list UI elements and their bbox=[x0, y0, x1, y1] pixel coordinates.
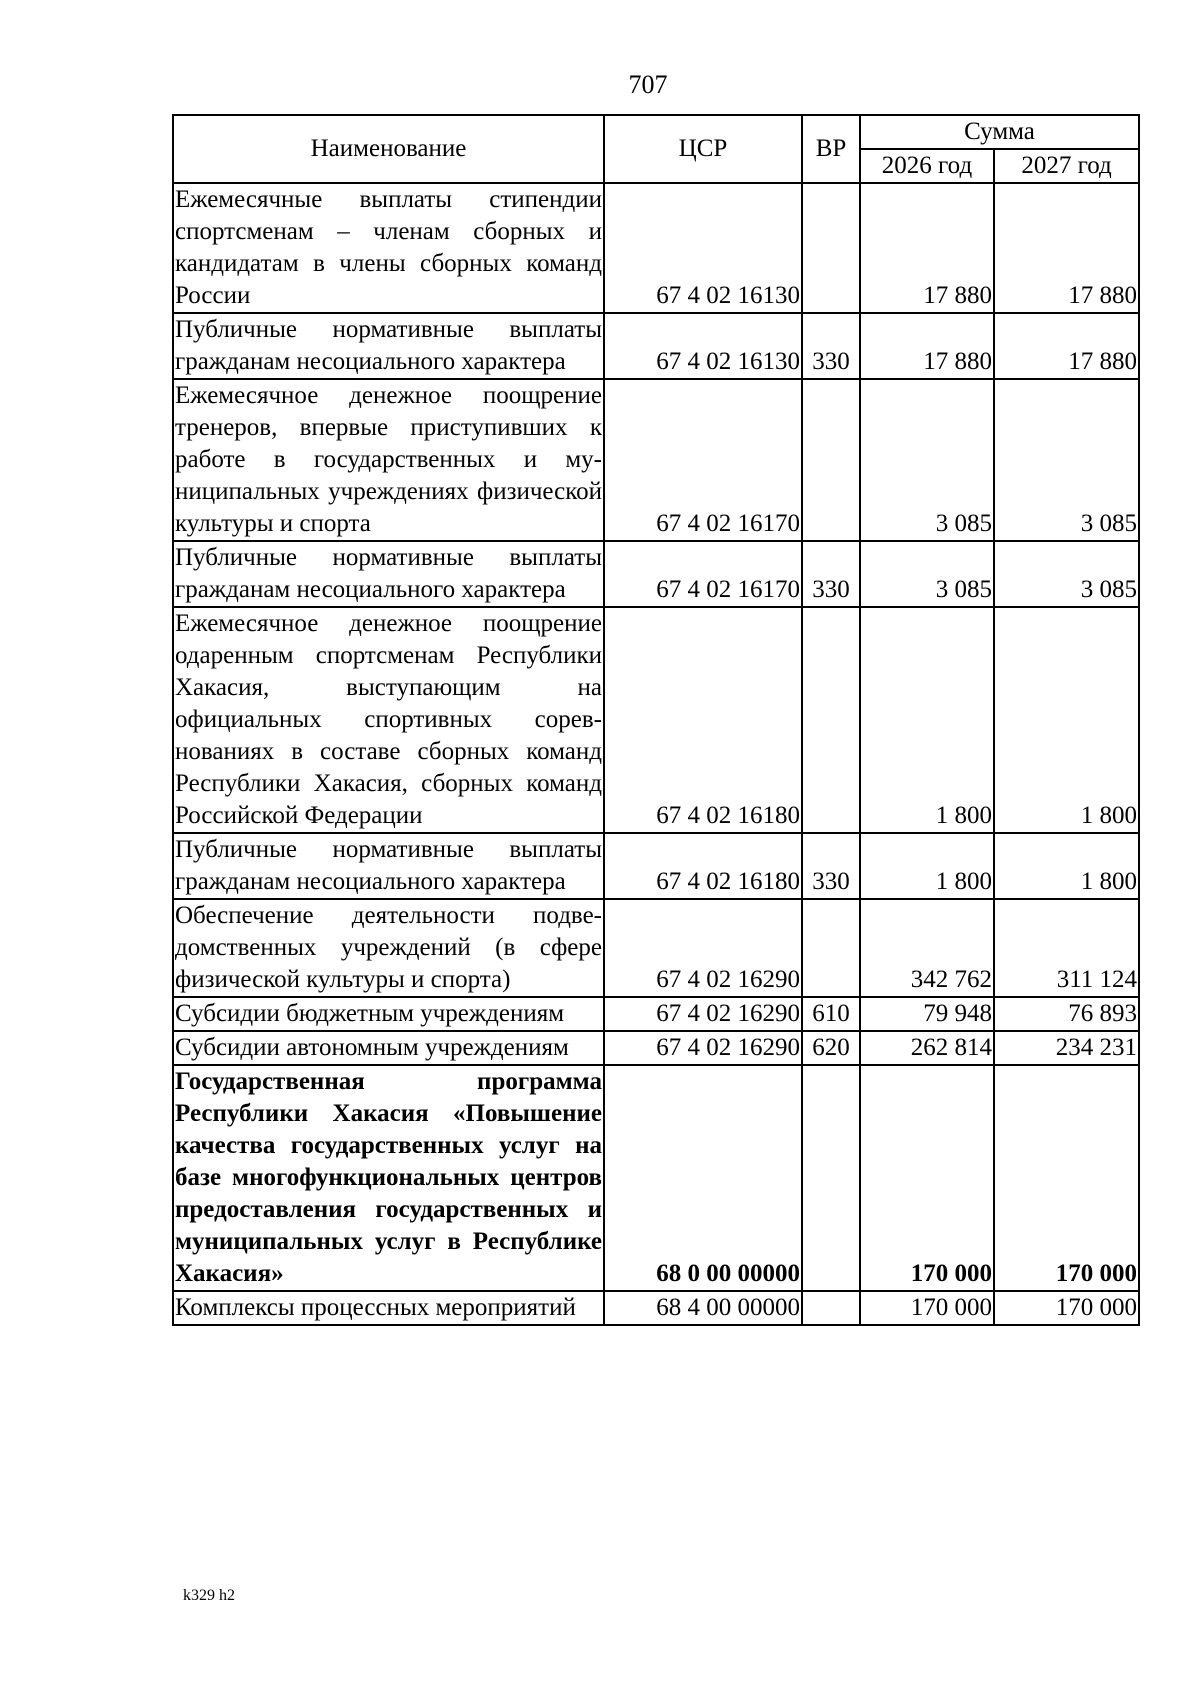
row-name: Комплексы процессных мероприятий bbox=[173, 1291, 604, 1325]
row-sum-2027: 234 231 bbox=[994, 1031, 1139, 1065]
row-sum-2027: 17 880 bbox=[994, 313, 1139, 379]
table-row bbox=[173, 899, 1139, 997]
row-vr bbox=[802, 607, 860, 833]
row-name: Публичные нормативные выплаты гражданам несоциального характера bbox=[173, 313, 604, 379]
row-sum-2027: 1 800 bbox=[994, 607, 1139, 833]
row-vr: 330 bbox=[802, 313, 860, 379]
table-row bbox=[173, 313, 1139, 379]
row-sum-2026: 170 000 bbox=[860, 1065, 994, 1291]
row-csr: 67 4 02 16290 bbox=[604, 899, 802, 997]
row-vr bbox=[802, 1065, 860, 1291]
row-name: Обеспечение деятельности подведомственных учреждений (в сфере физической культуры и спорта) bbox=[173, 899, 604, 997]
row-name: Ежемесячные выплаты стипендии спортсменам – членам сборных и кандидатам в члены сборных команд России bbox=[173, 183, 604, 313]
row-csr: 67 4 02 16290 bbox=[604, 1031, 802, 1065]
header-name: Наименование bbox=[173, 115, 604, 183]
row-csr: 67 4 02 16170 bbox=[604, 379, 802, 541]
table-body bbox=[173, 183, 1139, 1325]
row-sum-2027: 170 000 bbox=[994, 1065, 1139, 1291]
row-sum-2026: 17 880 bbox=[860, 313, 994, 379]
row-name: Ежемесячное денежное поощрение тренеров, впервые приступивших к работе в государственных и муниципальных учреждениях физической культуры и спорта bbox=[173, 379, 604, 541]
row-name: Публичные нормативные выплаты гражданам несоциального характера bbox=[173, 541, 604, 607]
table-row bbox=[173, 607, 1139, 833]
row-name: Ежемесячное денежное поощрение одаренным спортсменам Республики Хакасия, выступающим на официальных спортивных соревнованиях в составе сборных команд Республики Хакасия, сборных команд Российской Федерации bbox=[173, 607, 604, 833]
header-year-2026: 2026 год bbox=[860, 149, 994, 183]
row-name: Субсидии бюджетным учреждениям bbox=[173, 997, 604, 1031]
row-vr: 620 bbox=[802, 1031, 860, 1065]
footer-code: k329 h2 bbox=[183, 1587, 235, 1604]
row-sum-2026: 17 880 bbox=[860, 183, 994, 313]
table-row bbox=[173, 541, 1139, 607]
row-csr: 68 0 00 00000 bbox=[604, 1065, 802, 1291]
row-name: Государственная программа Республики Хакасия «Повышение качества государственных услуг на базе многофункциональных центров предоставления государственных и муниципальных услуг в Республике Хакасия» bbox=[173, 1065, 604, 1291]
row-sum-2026: 79 948 bbox=[860, 997, 994, 1031]
row-sum-2027: 3 085 bbox=[994, 541, 1139, 607]
row-sum-2027: 76 893 bbox=[994, 997, 1139, 1031]
row-csr: 67 4 02 16290 bbox=[604, 997, 802, 1031]
table-row bbox=[173, 183, 1139, 313]
page-number: 707 bbox=[628, 70, 668, 99]
header-csr: ЦСР bbox=[604, 115, 802, 183]
row-csr: 67 4 02 16130 bbox=[604, 313, 802, 379]
table-row bbox=[173, 833, 1139, 899]
row-sum-2026: 1 800 bbox=[860, 833, 994, 899]
row-csr: 67 4 02 16180 bbox=[604, 833, 802, 899]
row-vr: 330 bbox=[802, 541, 860, 607]
row-sum-2027: 170 000 bbox=[994, 1291, 1139, 1325]
row-vr bbox=[802, 1291, 860, 1325]
row-csr: 67 4 02 16180 bbox=[604, 607, 802, 833]
row-csr: 67 4 02 16130 bbox=[604, 183, 802, 313]
budget-table bbox=[172, 114, 1140, 1326]
row-name: Публичные нормативные выплаты гражданам несоциального характера bbox=[173, 833, 604, 899]
row-sum-2026: 3 085 bbox=[860, 541, 994, 607]
table-row bbox=[173, 1291, 1139, 1325]
row-sum-2026: 3 085 bbox=[860, 379, 994, 541]
row-vr: 610 bbox=[802, 997, 860, 1031]
row-sum-2027: 17 880 bbox=[994, 183, 1139, 313]
table-row bbox=[173, 379, 1139, 541]
table-row bbox=[173, 997, 1139, 1031]
table-row bbox=[173, 1031, 1139, 1065]
header-year-2027: 2027 год bbox=[994, 149, 1139, 183]
row-csr: 67 4 02 16170 bbox=[604, 541, 802, 607]
row-sum-2026: 342 762 bbox=[860, 899, 994, 997]
table-header bbox=[173, 115, 1139, 183]
row-name: Субсидии автономным учреждениям bbox=[173, 1031, 604, 1065]
row-sum-2026: 262 814 bbox=[860, 1031, 994, 1065]
row-sum-2026: 1 800 bbox=[860, 607, 994, 833]
row-sum-2027: 311 124 bbox=[994, 899, 1139, 997]
row-csr: 68 4 00 00000 bbox=[604, 1291, 802, 1325]
row-vr bbox=[802, 379, 860, 541]
row-vr bbox=[802, 899, 860, 997]
row-sum-2027: 1 800 bbox=[994, 833, 1139, 899]
header-sum: Сумма bbox=[860, 115, 1139, 149]
row-vr bbox=[802, 183, 860, 313]
header-vr: ВР bbox=[802, 115, 860, 183]
table-row bbox=[173, 1065, 1139, 1291]
row-sum-2026: 170 000 bbox=[860, 1291, 994, 1325]
row-vr: 330 bbox=[802, 833, 860, 899]
row-sum-2027: 3 085 bbox=[994, 379, 1139, 541]
